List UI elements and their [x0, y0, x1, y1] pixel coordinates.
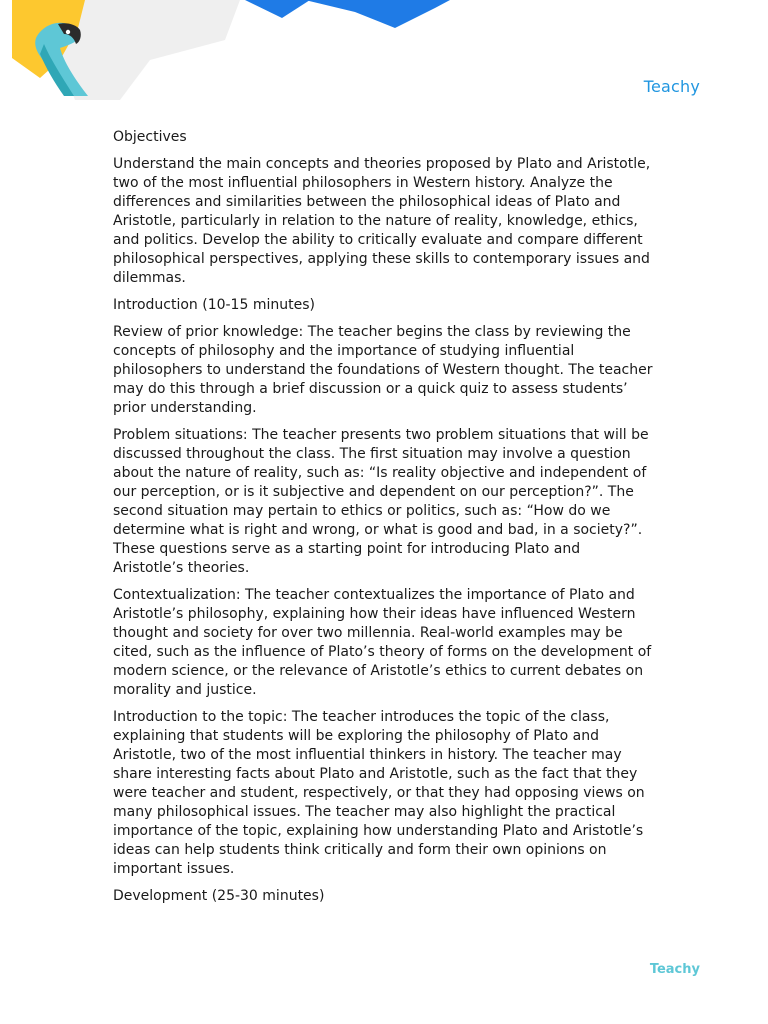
brand-name-footer: Teachy: [649, 962, 700, 977]
section-heading: Objectives: [113, 129, 187, 145]
paragraph: Contextualization: The teacher contextualizes the importance of Plato and Aristotle’s philosophy, explaining how their ideas have influenced Western thought and society for over two millennia. Real-world examples may be cited, such as the influence of Plato’s theory of forms on the development of modern science, or the relevance of Aristotle’s ethics to current debates on morality and justice.: [113, 587, 652, 698]
document-body: [113, 128, 653, 914]
paragraph: Introduction to the topic: The teacher introduces the topic of the class, explaining that students will be exploring the philosophy of Plato and Aristotle, two of the most influential thinkers in history. The teacher may share interesting facts about Plato and Aristotle, such as the fact that they were teacher and student, respectively, or that they had opposing views on many philosophical issues. The teacher may also highlight the practical importance of the topic, explaining how understanding Plato and Aristotle’s ideas can help students think critically and form their own opinions on important issues.: [113, 709, 645, 877]
brand-name-top: Teachy: [643, 77, 700, 96]
paragraph: Review of prior knowledge: The teacher begins the class by reviewing the concepts of philosophy and the importance of studying influential philosophers to understand the foundations of Western thought. The teacher may do this through a brief discussion or a quick quiz to assess students’ prior understanding.: [113, 324, 653, 416]
paragraph: Problem situations: The teacher presents two problem situations that will be discussed throughout the class. The first situation may involve a question about the nature of reality, such as: “Is reality objective and independent of our perception, or is it subjective and dependent on our perception?”. The second situation may pertain to ethics or politics, such as: “How do we determine what is right and wrong, or what is good and bad, in a society?”. These questions serve as a starting point for introducing Plato and Aristotle’s theories.: [113, 427, 649, 576]
paragraph: Understand the main concepts and theories proposed by Plato and Aristotle, two of the most influential philosophers in Western history. Analyze the differences and similarities between the philosophical ideas of Plato and Aristotle, particularly in relation to the nature of reality, knowledge, ethics, and politics. Develop the ability to critically evaluate and compare different philosophical perspectives, applying these skills to contemporary issues and dilemmas.: [113, 156, 651, 286]
header-decoration: [0, 0, 460, 100]
section-heading: Introduction (10-15 minutes): [113, 297, 315, 313]
section-heading: Development (25-30 minutes): [113, 888, 325, 904]
